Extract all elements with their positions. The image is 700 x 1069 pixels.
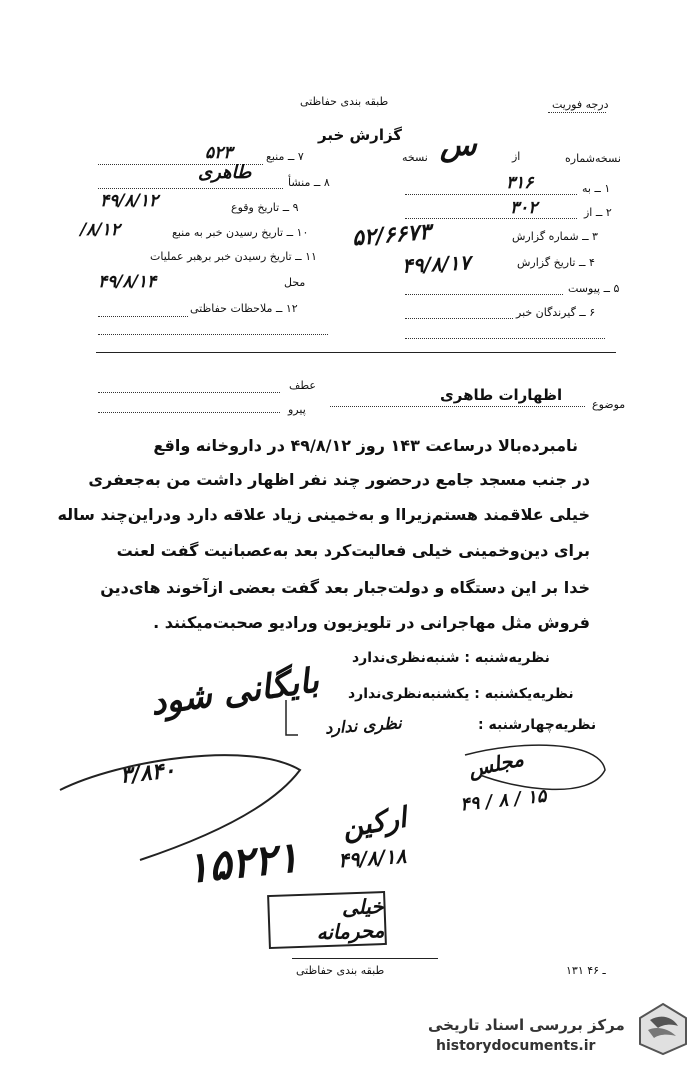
archive-note: بایگانی شود xyxy=(148,660,322,724)
attachment-label: ۵ ــ پیوست xyxy=(568,282,620,295)
recipients-label: ۶ ــ گیرندگان خبر xyxy=(516,306,596,319)
org-name: مرکز بررسی اسناد تاریخی xyxy=(428,1016,625,1034)
signature-note: مجلس xyxy=(466,746,526,782)
copy-number-label: نسخه‌شماره xyxy=(565,152,621,165)
opinion-wednesday: نظریه‌چهارشنبه : xyxy=(478,717,597,733)
footer-rule xyxy=(292,958,438,959)
classification-bottom: طبقه بندی حفاظتی xyxy=(296,964,385,977)
wednesday-note: نظری ندارد xyxy=(324,713,403,738)
copy-from-label: از xyxy=(512,150,521,163)
classification-top: طبقه بندی حفاظتی xyxy=(300,95,389,108)
copy-scribble: ﺱ xyxy=(440,128,477,163)
body-line-5: خدا بر این دستگاه و دولت‌جبار بعد گفت بعضی ازآخوند های‌دین xyxy=(100,578,590,597)
body-line-2: در جنب مسجد جامع درحضور چند نفر اظهار داشت من به‌جعفری xyxy=(88,470,590,489)
location-value: ۴۹/۸/۱۴ xyxy=(98,272,157,292)
copy-label: نسخه xyxy=(402,151,428,164)
body-line-6: فروش مثل مهاجرانی در تلویزیون ورادیو صحبت‌میکنند . xyxy=(153,613,590,632)
archive-logo-icon xyxy=(634,1000,692,1058)
urgency-label: درجه فوریت xyxy=(552,98,609,111)
signature-2: ارکین xyxy=(339,800,409,845)
occurrence-date-value: ۴۹/۸/۱۲ xyxy=(100,191,159,211)
number-note: ۳/۸۴۰ xyxy=(118,757,177,789)
date-note: ۱۵ / ۸ / ۴۹ xyxy=(459,785,548,816)
to-value: ۳۱۶ xyxy=(506,173,534,193)
from-line xyxy=(405,218,577,219)
origin-value: طاهری xyxy=(198,162,252,183)
security-notes-label: ۱۲ ــ ملاحظات حفاظتی xyxy=(190,302,298,315)
opinion-saturday: نظریه‌شنبه : شنبه‌نظری‌ندارد xyxy=(352,650,550,666)
to-label: ۱ ــ به xyxy=(582,182,611,195)
body-line-1: نامبرده‌بالا درساعت ۱۴۳ روز ۴۹/۸/۱۲ در داروخانه واقع xyxy=(153,436,578,455)
ref-label: عطف xyxy=(289,379,316,392)
ref-line xyxy=(98,392,280,393)
follow-label: پیرو xyxy=(288,403,306,416)
website: historydocuments.ir xyxy=(436,1038,596,1054)
section-divider xyxy=(96,352,616,353)
report-date-label: ۴ ــ تاریخ گزارش xyxy=(517,256,595,269)
attachment-line xyxy=(405,294,563,295)
follow-line xyxy=(98,412,280,413)
security-notes-line1 xyxy=(98,316,188,317)
report-number-label: ۳ ــ شماره گزارش xyxy=(512,230,598,243)
subject-value: اظهارات طاهری xyxy=(440,386,563,404)
security-notes-line2 xyxy=(98,334,328,335)
body-line-3: خیلی علاقمند هستم‌زیراا و به‌خمینی زیاد علاقه دارد ودراین‌چند ساله xyxy=(57,505,590,524)
subject-label: موضوع xyxy=(592,398,626,411)
from-value: ۳۰۲ xyxy=(510,198,538,218)
opinion-sunday: نظریه‌یکشنبه : یکشنبه‌نظری‌ندارد xyxy=(348,686,574,702)
ops-receipt-label: ۱۱ ــ تاریخ رسیدن خبر برهبر عملیات xyxy=(150,250,317,263)
stamp-text: خیلی محرمانه xyxy=(316,894,385,945)
large-number: ۱۵۲۲۱ xyxy=(183,832,302,893)
source-receipt-value: ۸/۱۲/ xyxy=(80,220,120,240)
recipients-line2 xyxy=(405,338,605,339)
recipients-line xyxy=(405,318,513,319)
from-label: ۲ ــ از xyxy=(584,206,612,219)
report-date-value: ۴۹/۸/۱۷ xyxy=(401,250,471,278)
source-receipt-label: ۱۰ ــ تاریخ رسیدن خبر به منبع xyxy=(172,226,309,239)
subject-line xyxy=(330,406,585,407)
source-label: ۷ ــ منبع xyxy=(266,150,304,163)
report-number-value: ۵۲/۶۶۷۳ xyxy=(351,218,432,252)
date-2: ۴۹/۸/۱۸ xyxy=(337,843,408,873)
body-line-4: برای دین‌وخمینی خیلی فعالیت‌کرد بعد به‌عصبانیت گفت لعنت xyxy=(116,541,590,560)
urgency-line xyxy=(548,112,606,113)
origin-label: ۸ ــ منشأ xyxy=(288,176,330,189)
bracket-mark xyxy=(286,700,298,735)
report-title: گزارش خبر xyxy=(318,126,403,144)
classified-stamp xyxy=(267,891,387,949)
origin-line xyxy=(98,188,283,189)
location-label: محل xyxy=(284,276,306,289)
occurrence-date-label: ۹ ــ تاریخ وقوع xyxy=(231,201,299,214)
form-code: ۱۳۱ ـ ۴۶ xyxy=(566,964,606,977)
source-value: ۵۲۳ xyxy=(205,143,233,163)
to-line xyxy=(405,194,577,195)
